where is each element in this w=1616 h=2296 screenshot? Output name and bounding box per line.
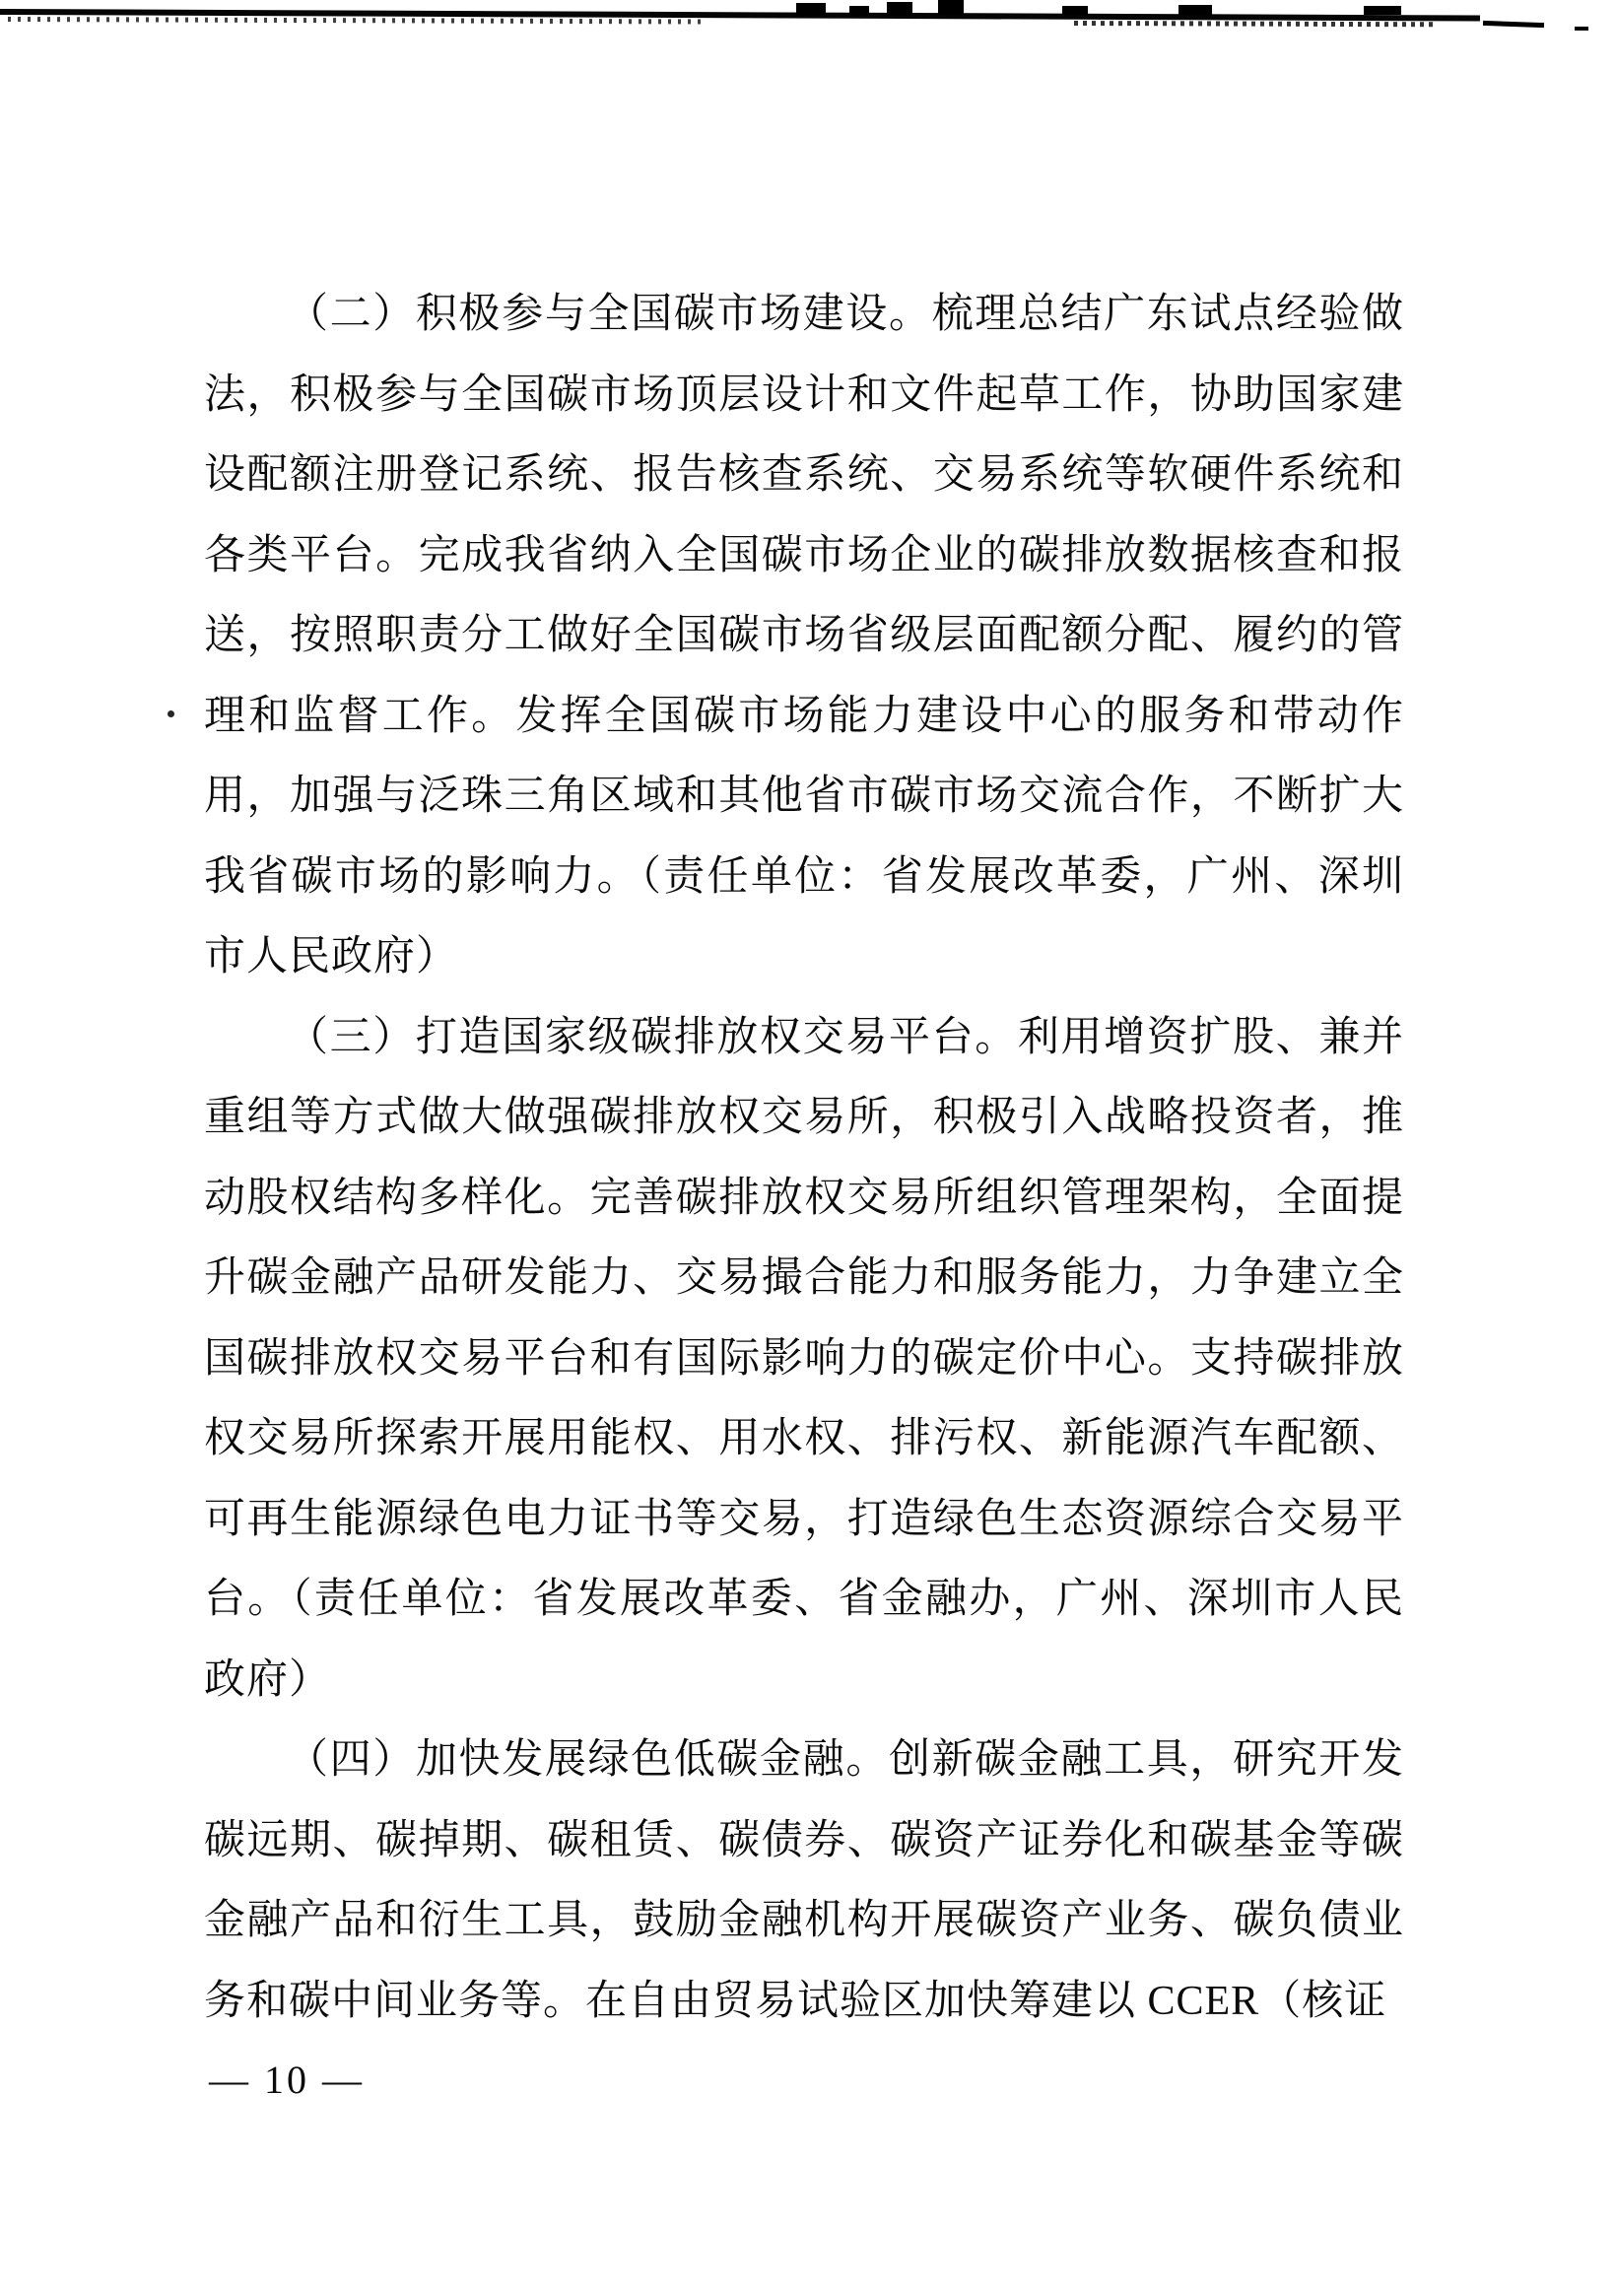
scan-artifact-ticks [1074,21,1434,27]
text-line: 政府） [204,1656,332,1703]
text-line: （二）积极参与全国碳市场建设。梳理总结广东试点经验做 [287,292,1404,337]
scan-artifact-blob [1062,6,1088,15]
text-line: 金融产品和衍生工具，鼓励金融机构开展碳资产业务、碳负债业 [204,1898,1404,1943]
text-line: 务和碳中间业务等。在自由贸易试验区加快筹建以 CCER（核证 [204,1978,1387,2024]
text-line: （三）打造国家级碳排放权交易平台。利用增资扩股、兼并 [287,1014,1404,1060]
scan-artifact-blob [938,0,964,15]
text-line: 重组等方式做大做强碳排放权交易所，积极引入战略投资者，推 [204,1095,1404,1140]
scan-artifact-blob [1178,5,1212,15]
ink-speck [168,710,174,717]
text-line: 碳远期、碳掉期、碳租赁、碳债券、碳资产证券化和碳基金等碳 [204,1817,1404,1863]
text-line: 权交易所探索开展用能权、用水权、排污权、新能源汽车配额、 [204,1416,1404,1461]
text-line: 市人民政府） [204,934,459,979]
scan-artifact-dash [1483,21,1544,28]
scan-artifact-ticks [8,17,703,24]
text-line: 法，积极参与全国碳市场顶层设计和文件起草工作，协助国家建 [204,371,1404,418]
text-line: 国碳排放权交易平台和有国际影响力的碳定价中心。支持碳排放 [204,1335,1404,1382]
text-line: 设配额注册登记系统、报告核查系统、交易系统等软硬件系统和 [204,452,1404,498]
scan-artifact-blob [849,6,869,16]
scan-artifact-blob [796,3,826,16]
text-line: （四）加快发展绿色低碳金融。创新碳金融工具，研究开发 [287,1737,1404,1783]
text-line: 我省碳市场的影响力。（责任单位：省发展改革委，广州、深圳 [204,853,1404,900]
text-line: 各类平台。完成我省纳入全国碳市场企业的碳排放数据核查和报 [204,532,1404,578]
text-line: 动股权结构多样化。完善碳排放权交易所组织管理架构，全面提 [204,1175,1404,1221]
text-line: 升碳金融产品研发能力、交易撮合能力和服务能力，力争建立全 [204,1255,1404,1301]
page-number: — 10 — [209,2058,365,2102]
text-line: 送，按照职责分工做好全国碳市场省级层面配额分配、履约的管 [204,613,1404,658]
scan-artifact-blob [887,2,912,16]
scan-artifact-top-edge [0,0,1616,39]
text-line: 用，加强与泛珠三角区域和其他省市碳市场交流合作，不断扩大 [204,774,1404,819]
scan-artifact-blob [1364,6,1401,15]
document-body [204,275,1404,2042]
text-line: 理和监督工作。发挥全国碳市场能力建设中心的服务和带动作 [204,693,1404,739]
text-line: 台。（责任单位：省发展改革委、省金融办，广州、深圳市人民 [204,1577,1404,1622]
scan-artifact-dot [1575,27,1588,31]
text-line: 可再生能源绿色电力证书等交易，打造绿色生态资源综合交易平 [204,1496,1404,1542]
